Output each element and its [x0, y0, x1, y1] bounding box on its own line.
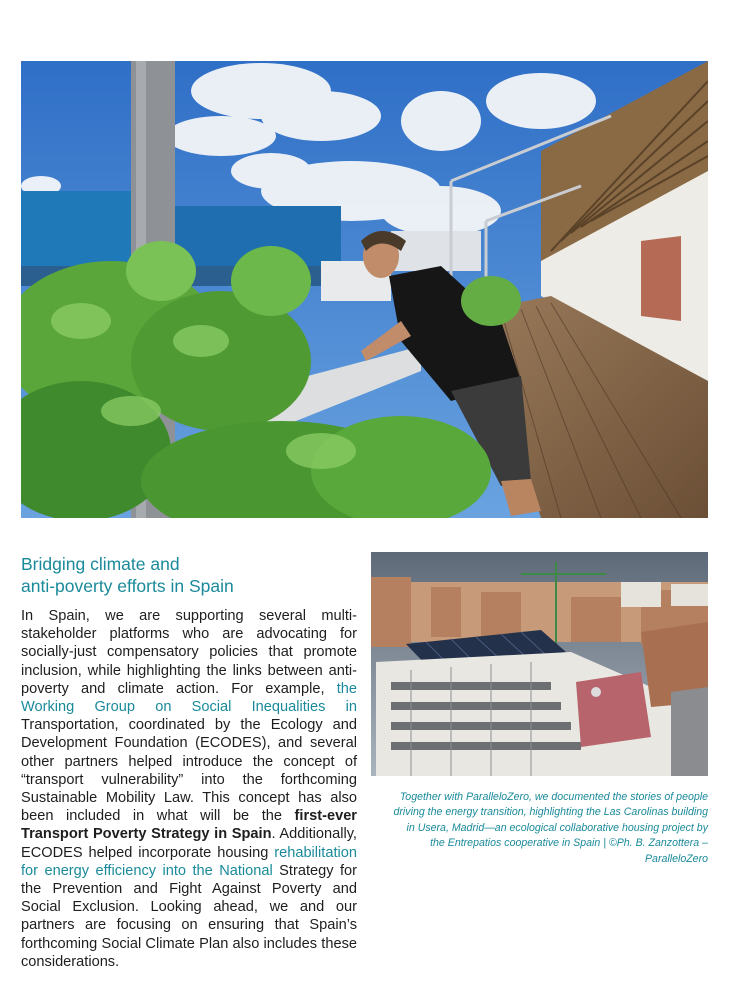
working-group-link[interactable]: the Working Group on Social Inequalities in: [21, 680, 357, 716]
rooftop-terrace-photo: [21, 61, 708, 518]
body-paragraph: [21, 607, 357, 971]
body-text-part-4: Strategy for the Prevention and Fight Against Poverty and Social Exclusion. Looking ahead, we and our partners are focusing on ensuring that Spain’s forthcoming Social Climate Plan also includes these considerations.: [21, 862, 357, 970]
section-heading: [21, 553, 361, 597]
photo-caption: Together with ParalleloZero, we documented the stories of people driving the energy transition, highlighting the Las Carolinas building in Usera, Madrid—an ecological collaborative housing project by the Entrepatios cooperative in Spain | ©Ph. B. Zanzottera – ParalleloZero: [393, 791, 708, 865]
building-photo: [371, 552, 708, 776]
transport-poverty-strategy-emphasis: first-ever Transport Poverty Strategy in Spain: [21, 808, 357, 843]
body-text-part-2: Transportation, coordinated by the Ecology and Development Foundation (ECODES), and several other partners helped introduce the concept of “transport vulnerability” into the forthcoming Sustainable Mobility Law. This concept has also been included in what will be the: [21, 717, 357, 825]
housing-building-solar-photo: [371, 552, 708, 776]
body-text-part-3: . Additionally, ECODES helped incorporate housing: [21, 826, 357, 861]
heading-line-1: Bridging climate and: [21, 554, 180, 574]
body-text-part-1: In Spain, we are supporting several multi-stakeholder platforms who are advocating for socially-just compensatory policies that promote inclusion, while highlighting the links between anti-poverty and climate action. For example,: [21, 608, 357, 697]
rehabilitation-link[interactable]: rehabilitation for energy efficiency into the National: [21, 844, 357, 879]
hero-photo: [21, 61, 708, 518]
heading-line-2: anti-poverty efforts in Spain: [21, 576, 234, 596]
